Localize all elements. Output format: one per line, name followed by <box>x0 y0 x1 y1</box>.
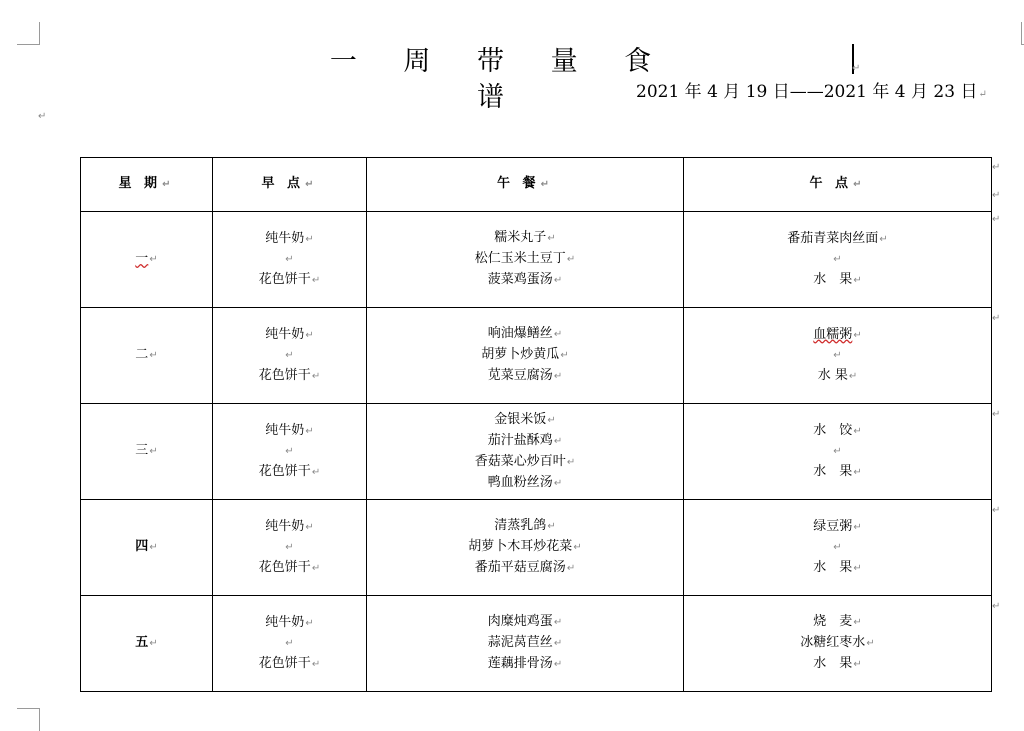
header-lunch[interactable]: 午 餐↵ <box>367 158 684 212</box>
breakfast-cell[interactable]: 纯牛奶↵ ↵ 花色饼干↵ <box>213 212 367 308</box>
crop-mark-top-left <box>17 22 40 45</box>
breakfast-cell[interactable]: 纯牛奶↵ ↵ 花色饼干↵ <box>213 500 367 596</box>
breakfast-cell[interactable]: 纯牛奶↵ ↵ 花色饼干↵ <box>213 596 367 692</box>
header-snack[interactable]: 午 点↵ <box>684 158 992 212</box>
date-range[interactable]: 2021 年 4 月 19 日——2021 年 4 月 23 日↵ <box>636 82 987 102</box>
breakfast-cell[interactable]: 纯牛奶↵ ↵ 花色饼干↵ <box>213 308 367 404</box>
paragraph-mark: ↵ <box>38 111 47 122</box>
weekly-menu-table <box>80 157 992 692</box>
table-row <box>81 500 992 596</box>
lunch-cell[interactable]: 清蒸乳鸽↵ 胡萝卜木耳炒花菜↵ 番茄平菇豆腐汤↵ <box>367 500 684 596</box>
lunch-cell[interactable]: 响油爆鳝丝↵ 胡萝卜炒黄瓜↵ 苋菜豆腐汤↵ <box>367 308 684 404</box>
day-cell[interactable]: 二↵ <box>81 308 213 404</box>
header-day[interactable]: 星 期↵ <box>81 158 213 212</box>
row-end-mark: ↵ <box>992 190 1001 201</box>
table-row <box>81 596 992 692</box>
day-cell[interactable]: 三↵ <box>81 404 213 500</box>
row-end-mark: ↵ <box>992 601 1001 612</box>
snack-cell[interactable]: 烧 麦↵ 冰糖红枣水↵ 水 果↵ <box>684 596 992 692</box>
day-cell[interactable]: 五↵ <box>81 596 213 692</box>
breakfast-cell[interactable]: 纯牛奶↵ ↵ 花色饼干↵ <box>213 404 367 500</box>
table-row <box>81 212 992 308</box>
row-end-mark: ↵ <box>992 505 1001 516</box>
lunch-cell[interactable]: 肉糜炖鸡蛋↵ 蒜泥莴苣丝↵ 莲藕排骨汤↵ <box>367 596 684 692</box>
header-breakfast[interactable]: 早 点↵ <box>213 158 367 212</box>
snack-cell[interactable]: 绿豆粥↵ ↵ 水 果↵ <box>684 500 992 596</box>
row-end-mark: ↵ <box>992 162 1001 173</box>
day-cell[interactable]: 一↵ <box>81 212 213 308</box>
row-end-mark: ↵ <box>992 214 1001 225</box>
crop-mark-bottom-left <box>17 708 40 731</box>
lunch-cell[interactable]: 糯米丸子↵ 松仁玉米土豆丁↵ 菠菜鸡蛋汤↵ <box>367 212 684 308</box>
day-cell[interactable]: 四↵ <box>81 500 213 596</box>
snack-cell[interactable]: 番茄青菜肉丝面↵ ↵ 水 果↵ <box>684 212 992 308</box>
snack-cell[interactable]: 血糯粥↵ ↵ 水 果↵ <box>684 308 992 404</box>
row-end-mark: ↵ <box>992 409 1001 420</box>
table-header-row <box>81 158 992 212</box>
lunch-cell[interactable]: 金银米饭↵ 茄汁盐酥鸡↵ 香菇菜心炒百叶↵ 鸭血粉丝汤↵ <box>367 404 684 500</box>
table-row <box>81 404 992 500</box>
page-title[interactable]: 一 周 带 量 食 谱 <box>329 46 671 113</box>
paragraph-mark: ↵ <box>852 63 861 74</box>
snack-cell[interactable]: 水 饺↵ ↵ 水 果↵ <box>684 404 992 500</box>
table-row <box>81 308 992 404</box>
row-end-mark: ↵ <box>992 313 1001 324</box>
